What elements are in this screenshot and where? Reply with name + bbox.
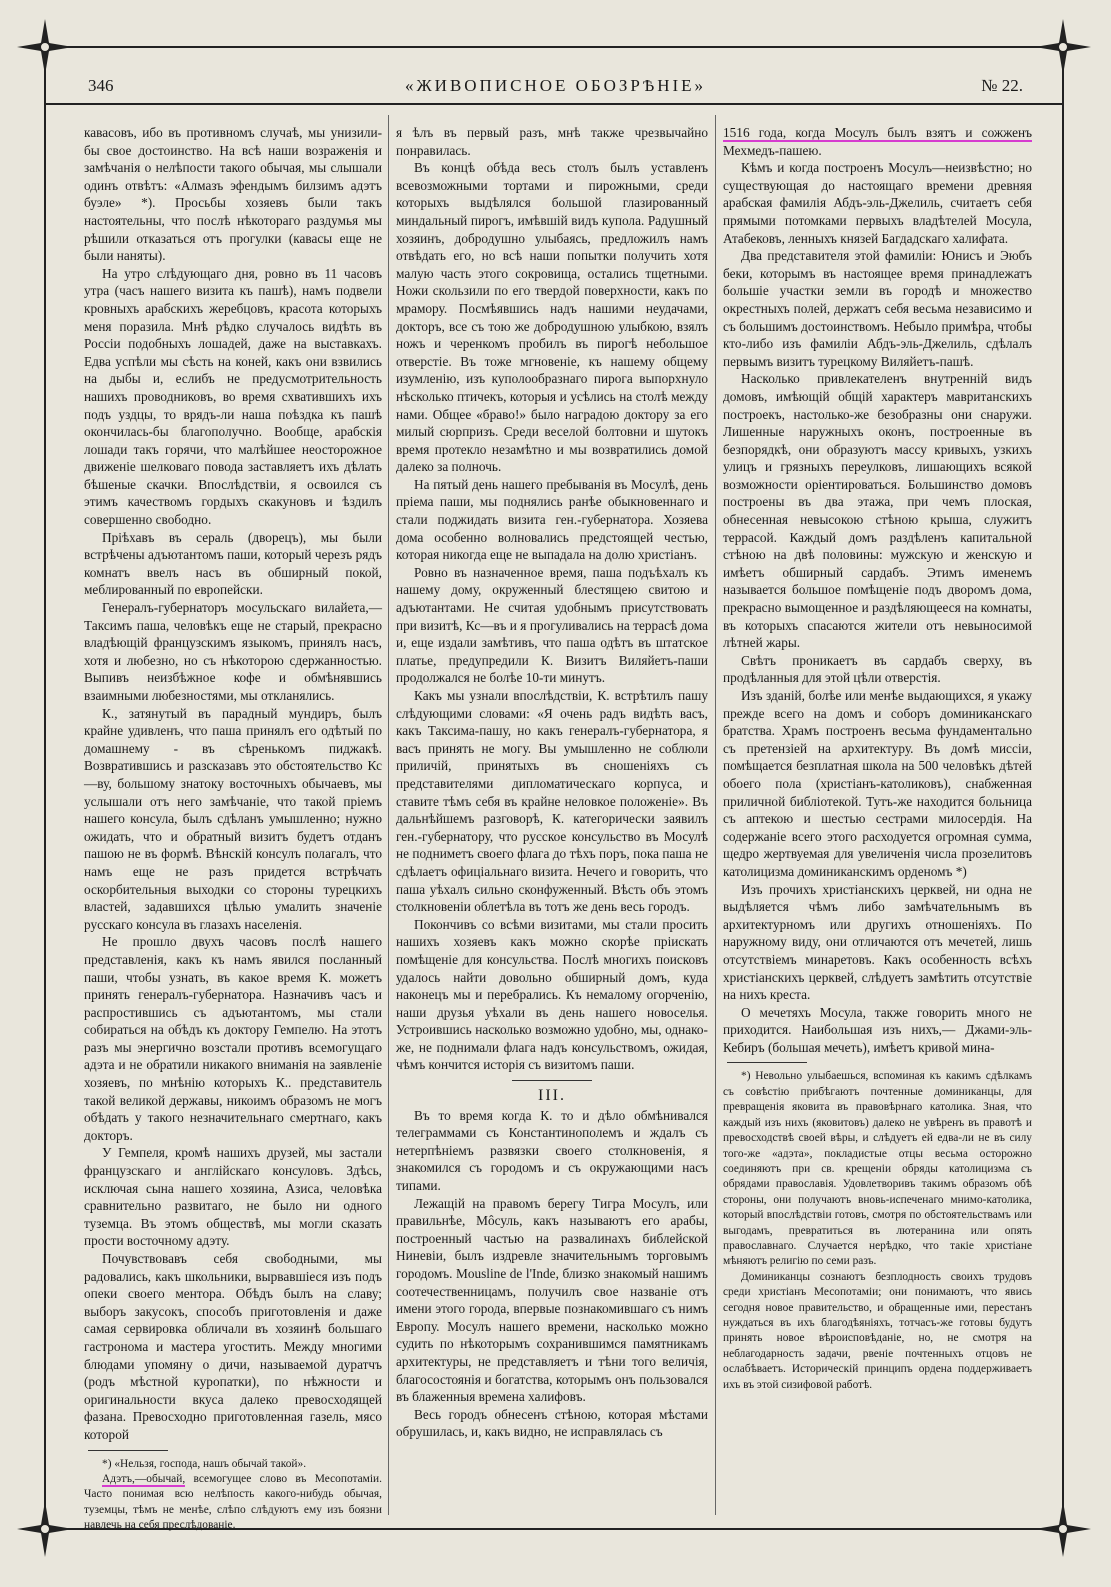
- paragraph: Весь городъ обнесенъ стѣною, которая мѣстами обрушилась, и, какъ видно, не исправлялась съ: [396, 1406, 708, 1440]
- paragraph-text: Мехмедъ-пашею.: [723, 142, 822, 158]
- frame-right-rule: [1062, 46, 1064, 1530]
- footnote: *) «Нельзя, господа, нашъ обычай такой».: [102, 1457, 307, 1470]
- paragraph: Генералъ-губернаторъ мосульскаго вилайета,— Таксимъ паша, человѣкъ еще не старый, прекрасно владѣющій французскимъ языкомъ, принялъ насъ, хотя и любезно, но съ нѣкоторою сдержанностью. Выпивъ неизбѣжное кофе и обмѣнявшись взаимными любезностями, мы откланялись.: [84, 600, 382, 703]
- footnote: Доминиканцы сознаютъ безплодность своихъ трудовъ среди христіанъ Месопотаміи; они понимаютъ, что явись сегодня новое правительство, и обращенные ими, перестанъ нуждаться въ ихъ благодѣяніяхъ, тотчасъ-же готовы будутъ принять новое вѣроисповѣданіе, но, не смотря на неблагодарность задачи, рвеніе почтенныхъ отцовъ не ослабѣваетъ. Историческій принципъ ордена поддерживаетъ ихъ въ этой сизифовой работѣ.: [723, 1270, 1032, 1391]
- text-column-1: [84, 124, 382, 1534]
- paragraph: Покончивъ со всѣми визитами, мы стали просить нашихъ хозяевъ какъ можно скорѣе пріискать помѣщеніе для консульства. Послѣ многихъ поисковъ удалось найти довольно обширный домъ, куда наконецъ мы и перебрались. Къ немалому огорченію, наши друзья уѣхали въ день нашего новоселья. Устроившись насколько возможно удобно, мы, однако-же, не поднимали флага надъ консульствомъ, ожидая, чѣмъ кончится исторія съ визитомъ паши.: [396, 916, 708, 1073]
- paragraph: Почувствовавъ себя свободными, мы радовались, какъ школьники, вырвавшіеся изъ подъ опеки своего ментора. Обѣдъ былъ на славу; выборъ закусокъ, способъ приготовленія и даже самая сервировка обличали въ хозяинѣ большаго гастронома и мастера угостить. Между многими блюдами упомяну о дичи, называемой дуратчъ (родъ мѣстной куропатки), по нѣжности и оригинальности вкуса далеко превосходящей фазана. Превосходно приготовленная газель, мясо которой: [84, 1251, 382, 1442]
- paragraph: Въ концѣ обѣда весь столъ былъ уставленъ всевозможными тортами и пирожными, среди которыхъ выдѣлялся большой глазированный миндальный пирогъ, имѣвшій видъ купола. Радушный хозяинъ, добродушно улыбаясь, предложилъ намъ отвѣдать его, но всѣ наши попытки получить хотя малую часть этого сокровища, остались тщетными. Ножи скользили по его твердой поверхности, какъ по мрамору. Посмѣявшись надъ нашими неудачами, докторъ, все съ тою же добродушною улыбкою, взялъ ножъ и черенкомъ пробилъ въ пирогѣ небольшое отверстіе. Въ тоже мгновеніе, къ нашему общему изумленію, изъ куполообразнаго пирога выпорхнуло нѣсколько птичекъ, которыя и усѣлись на столѣ между нами. Общее «браво!» было наградою доктору за его милый сюрпризъ. Среди веселой болтовни и шутокъ время протекло незамѣтно и мы возвратились домой далеко за полночь.: [396, 160, 708, 475]
- footnote: *) Невольно улыбаешься, вспоминая къ какимъ сдѣлкамъ съ совѣстію прибѣгаютъ почтенные доминиканцы, для превращенія яковита въ правовѣрнаго католика. Зная, что каждый изъ нихъ (яковитовъ) далеко не увѣренъ въ правотѣ и превосходствѣ своей вѣры, и слѣдуетъ ей едва-ли не въ силу того-же «адэта», покладистые отцы весьма осторожно соединяютъ при св. крещеніи обряды католицизма съ обрядами православія. Удовлетворивъ такимъ образомъ обѣ стороны, они получаютъ вновь-испеченаго мнимо-католика, который впослѣдствіи готовъ, смотря по обстоятельствамъ или выгодамъ, превратиться въ лютеранина или опять православнаго. Случается нерѣдко, что такіе христіане мѣняютъ религію по семи разъ.: [723, 1070, 1032, 1268]
- paragraph: Какъ мы узнали впослѣдствіи, К. встрѣтилъ пашу слѣдующими словами: «Я очень радъ видѣть васъ, какъ Таксима-пашу, но какъ генералъ-губернатора, я васъ принять не могу. Вы умышленно не соблюли приличій, принятыхъ въ сношеніяхъ съ представителями дипломатическаго корпуса, и ставите тѣмъ себя въ крайне неловкое положеніе». Въ дальнѣйшемъ разговорѣ, К. категорически заявилъ ген.-губернатору, что русское консульство въ Мосулѣ не подниметъ своего флага до тѣхъ поръ, пока паша не сдѣлаетъ офиціальнаго визита. Нечего и говорить, что паша уѣхалъ сильно сконфуженный. Вѣсть объ этомъ столкновеніи облетѣла въ тотъ же день весь городъ.: [396, 688, 708, 915]
- paragraph: На утро слѣдующаго дня, ровно въ 11 часовъ утра (часъ нашего визита къ пашѣ), намъ подвели кровныхъ арабскихъ жеребцовъ, красота которыхъ меня поразила. Мнѣ рѣдко случалось видѣть въ Россіи подобныхъ лошадей, даже на выставкахъ. Едва успѣли мы сѣсть на коней, какъ они взвились на дыбы и, еслибъ не предусмотрительность нашихъ проводниковъ, во время схватившихъ ихъ подъ уздцы, то врядъ-ли наша поѣздка къ пашѣ окончилась-бы благополучно. Вообще, арабскія лошади такъ горячи, что малѣйшее неосторожное движеніе шелковаго повода заставляетъ ихъ дѣлать бѣшеные скачки. Впослѣдствіи, я освоился съ этимъ качествомъ гордыхъ скакуновъ и ѣздилъ совершенно свободно.: [84, 265, 382, 528]
- paragraph: У Гемпеля, кромѣ нашихъ друзей, мы застали французскаго и англійскаго консуловъ. Здѣсь, исключая сына нашего хозяина, Азиса, человѣка сравнительно развитаго, не было ни одного туземца. Въ этомъ обществѣ, мы могли сказать прости восточному адэту.: [84, 1145, 382, 1249]
- paragraph: Не прошло двухъ часовъ послѣ нашего представленія, какъ къ намъ явился посланный паши, чтобы узнать, въ какое время К. можетъ принять генералъ-губернатора. Назначивъ часъ и распростившись съ адъютантомъ, мы стали собираться на обѣдъ къ доктору Гемпелю. На этотъ разъ мы энергично возстали противъ всемогущаго адэта и не обратили никакого вниманія на заявленіе хозяевъ, по мнѣнію которыхъ К.. представитель такой великой державы, никоимъ образомъ не могъ обѣдать у такого незначительнаго смертнаго, какъ докторъ.: [84, 934, 382, 1143]
- section-rule: [512, 1080, 592, 1081]
- running-header: [82, 74, 1029, 98]
- paragraph: кавасовъ, ибо въ противномъ случаѣ, мы унизили-бы свое достоинство. На всѣ наши возраженія и замѣчанія о нелѣпости такого обычая, мы слышали одинъ отвѣтъ: «Алмазъ эфендымъ билзимъ адэтъ буэле» *). Просьбы хозяевъ были такъ настоятельны, что послѣ нѣкотораго раздумья мы рѣшили отказаться отъ прогулки (кавасы еще не были наняты).: [84, 125, 382, 264]
- frame-top-rule: [44, 46, 1064, 48]
- chapter-heading: III.: [538, 1087, 566, 1105]
- paragraph: Два представителя этой фамиліи: Юнисъ и Эюбъ беки, которымъ въ настоящее время принадлежатъ большіе участки земли въ городѣ и множество окрестныхъ полей, держатъ себя весьма независимо и съ большимъ достоинствомъ. Небыло примѣра, чтобы кто-либо изъ фамиліи Абдъ-эль-Джелиль, сдѣлалъ первымъ визитъ турецкому Виляйетъ-пашѣ.: [723, 248, 1032, 369]
- corner-ornament-icon: [1033, 17, 1093, 77]
- paragraph: Насколько привлекателенъ внутренній видъ домовъ, имѣющій общій характеръ мавританскихъ построекъ, настолько-же безобразны они снаружи. Лишенные наружныхъ оконъ, построенные въ безпорядкѣ, они образуютъ массу кривыхъ, узкихъ улицъ и грязныхъ переулковъ, лишающихъ всякой возможности оріентироваться. Большинство домовъ построены въ два этажа, при чемъ плоская, обнесенная невысокою стѣною крыша, служитъ террасой. Каждый домъ раздѣленъ капитальной стѣною на двѣ половины: мужскую и женскую и имѣетъ обширный сардабъ. Этимъ именемъ называется большое помѣщеніе подъ дворомъ дома, прекрасно вымощенное и раздѣляющееся на комнаты, въ которыхъ спасаются жители отъ невыносимой лѣтней жары.: [723, 371, 1032, 651]
- paragraph: Кѣмъ и когда построенъ Мосулъ—неизвѣстно; но существующая до настоящаго времени древняя арабская фамилія Абдъ-эль-Джелиль, считаетъ себя прямыми потомками первыхъ владѣтелей Мосула, Атабековъ, ленныхъ князей Багдадскаго халифата.: [723, 160, 1032, 246]
- highlighted-text: Адэтъ,—обычай,: [102, 1472, 186, 1485]
- corner-ornament-icon: [1033, 1499, 1093, 1559]
- footnote-rule: [88, 1450, 168, 1451]
- journal-title: «ЖИВОПИСНОЕ ОБОЗРѢНІЕ»: [404, 76, 707, 95]
- paragraph: я ѣлъ въ первый разъ, мнѣ также чрезвычайно понравилась.: [396, 125, 708, 158]
- corner-ornament-icon: [15, 1499, 75, 1559]
- footnote-rule: [727, 1062, 807, 1063]
- issue-number: № 22.: [981, 76, 1023, 95]
- text-column-3: [723, 124, 1032, 1393]
- page-number: 346: [88, 76, 114, 95]
- corner-ornament-icon: [15, 17, 75, 77]
- paragraph: Изъ прочихъ христіанскихъ церквей, ни одна не выдѣляется чѣмъ либо замѣчательнымъ въ архитектурномъ или другихъ отношеніяхъ. По наружному виду, они отличаются отъ мечетей, лишь отсутствіемъ минаретовъ. Какъ особенность всѣхъ христіанскихъ церквей, слѣдуетъ замѣтить отсутствіе на нихъ креста.: [723, 881, 1032, 1003]
- paragraph: Свѣтъ проникаетъ въ сардабъ сверху, въ продѣланныя для этой цѣли отверстія.: [723, 652, 1032, 686]
- column-divider: [388, 115, 389, 1515]
- paragraph: На пятый день нашего пребыванія въ Мосулѣ, день пріема паши, мы поднялись ранѣе обыкновеннаго и стали поджидать визита ген.-губернатора. Хозяева дома особенно волновались предстоящей честью, которая никогда еще не выпадала на долю христіанъ.: [396, 476, 708, 563]
- paragraph: К., затянутый въ парадный мундиръ, былъ крайне удивленъ, что паша принялъ его одѣтый по домашнему - въ сѣренькомъ пиджакѣ. Возвратившись и разсказавъ это обстоятельство Кс—ву, большому знатоку восточныхъ обычаевъ, мы услышали отъ него замѣчаніе, что такой пріемъ нашего консула, былъ сдѣланъ умышленно; нужно ожидать, что и обратный визитъ будетъ отданъ пашою не въ формѣ. Вѣнскій консулъ полагалъ, что намъ еще не разъ придется встрѣчать оскорбительныя выходки со стороны турецкихъ властей, задавшихся цѣлью умалить значеніе русскаго консула въ глазахъ населенія.: [84, 705, 382, 932]
- text-column-2: [396, 124, 708, 1441]
- frame-left-rule: [44, 46, 46, 1530]
- paragraph: [723, 124, 1032, 159]
- frame-header-rule: [44, 103, 1064, 105]
- footnote-text: всемогущее слово въ Месопотаміи. Часто понимая всю нелѣпость какого-нибудь обычая, туземцы, тѣмъ не менѣе, слѣпо слѣдуютъ ему изъ боязни навлечь на себя преслѣдованіе.: [84, 1472, 382, 1532]
- paragraph: Изъ зданій, болѣе или менѣе выдающихся, я укажу прежде всего на домъ и соборъ доминиканскаго братства. Храмъ построенъ весьма фундаментально съ претензіей на архитектуру. Въ домѣ миссіи, помѣщается безплатная школа на 500 человѣкъ дѣтей обоего пола (христіанъ-католиковъ), снабженная приличной библіотекой. Тутъ-же находится больница съ аптекою и шестью сестрами милосердія. На содержаніе всего этого расходуется огромная сумма, щедро жертвуемая для увеличенія числа прозелитовъ католицизма доминиканскимъ орденомъ *): [723, 688, 1032, 879]
- paragraph: Въ то время когда К. то и дѣло обмѣнивался телеграммами съ Константинополемъ и ждалъ съ нетерпѣніемъ развязки своего столкновенія, я знакомился съ городомъ и съ окружающими насъ типами.: [396, 1107, 708, 1194]
- paragraph: О мечетяхъ Мосула, также говорить много не приходится. Наибольшая изъ нихъ,— Джами-эль-Кебиръ (большая мечеть), имѣетъ кривой мина-: [723, 1004, 1032, 1055]
- highlighted-text: 1516 года, когда Мосулъ былъ взятъ и сожженъ: [723, 125, 1032, 140]
- footnote: [84, 1472, 382, 1534]
- paragraph: Пріѣхавъ въ сераль (дворецъ), мы были встрѣчены адъютантомъ паши, который черезъ рядъ комнатъ ввелъ насъ въ обширный покой, меблированный по европейски.: [84, 529, 382, 598]
- paragraph: Лежащій на правомъ берегу Тигра Мосулъ, или правильнѣе, Мôсуль, какъ называютъ его арабы, построенный частью на развалинахъ библейской Ниневіи, былъ издревле значительнымъ торговымъ городомъ. Mousline de l'Inde, близко знакомый нашимъ соотечественницамъ, получилъ свое названіе отъ имени этого города, впервые познакомившаго съ нимъ Европу. Мосулъ нашего времени, насколько можно судить по нѣкоторымъ сохранившимся памятникамъ архитектуры, не представляетъ и тѣни того величія, благосостоянія и богатства, которымъ онъ пользовался въ блаженныя времена халифовъ.: [396, 1195, 708, 1405]
- column-divider: [715, 115, 716, 1515]
- paragraph: Ровно въ назначенное время, паша подъѣхалъ къ нашему дому, окруженный блестящею свитою и адъютантами. Не считая удобнымъ присутствовать при визитѣ, Кс—въ и я прогуливались на террасѣ дома и, еще издали замѣтивъ, что паша одѣтъ въ штатское платье, предупредили К. Визитъ Виляйетъ-паши продолжался не болѣе 10-ти минутъ.: [396, 564, 708, 686]
